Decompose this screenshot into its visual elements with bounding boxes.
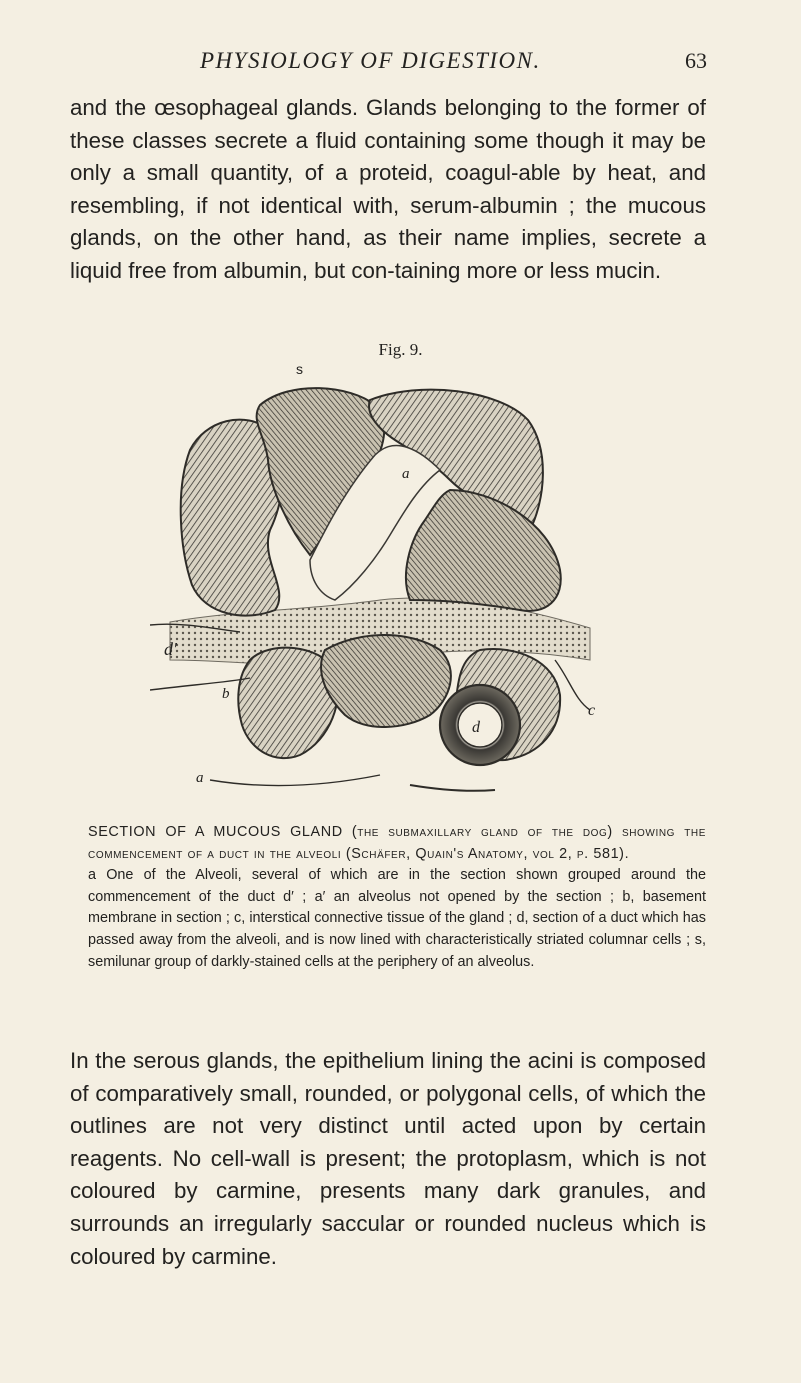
page-number: 63 [685,48,707,73]
caption-heading: SECTION OF A MUCOUS GLAND (the submaxillary gland of the dog) showing the commencement of a duct in the alveoli (Schäfer, Quain's Anatomy, vol 2, p. 581). [88,824,706,862]
label-d-prime: d′ [164,639,177,659]
label-a-top: a [402,466,410,482]
gland-section-illustration [150,360,610,800]
caption-legend: a One of the Alveoli, several of which are in the section shown grouped around the commencement of the duct d′ ; a′ an alveolus not opened by the section ; b, basement membrane in section ; c, interstical connective tissue of the gland ; d, section of a duct which has passed away from the alveoli, and is now lined with characteristically striated columnar cells ; s, semilunar group of darkly-stained cells at the periphery of an alveolus. [88,867,706,970]
connective-strand [410,785,495,791]
figure-label: Fig. 9. [378,340,423,359]
connective-strand [210,775,380,785]
label-d-center: d [472,719,480,736]
label-s: s [296,361,303,377]
label-a-bottom: a [196,770,204,786]
duct-lumen-center [458,703,502,747]
body-paragraph-bottom: In the serous glands, the epithelium lining the acini is composed of comparatively small, rounded, or polygonal cells, of which the outlines are not very distinct until acted upon by certain reagents. No cell-wall is present; the protoplasm, which is not coloured by carmine, presents many dark granules, and surrounds an irregularly saccular or rounded nucleus which is coloured by carmine. [70,1048,706,1269]
alveolus-lower-middle [321,635,451,727]
figure-caption [88,822,706,973]
label-b: b [222,686,230,702]
label-c: c [588,702,596,719]
basement-membrane-strand [150,678,250,690]
body-paragraph-top: and the œsophageal glands. Glands belonging to the former of these classes secrete a fluid containing some though it may be only a small quantity, of a proteid, coagul-able by heat, and resembling, if not identical with, serum-albumin ; the mucous glands, on the other hand, as their name implies, secrete a liquid free from albumin, but con-taining more or less mucin. [70,95,706,283]
running-title: PHYSIOLOGY OF DIGESTION. [200,48,541,73]
page-header [0,44,801,84]
